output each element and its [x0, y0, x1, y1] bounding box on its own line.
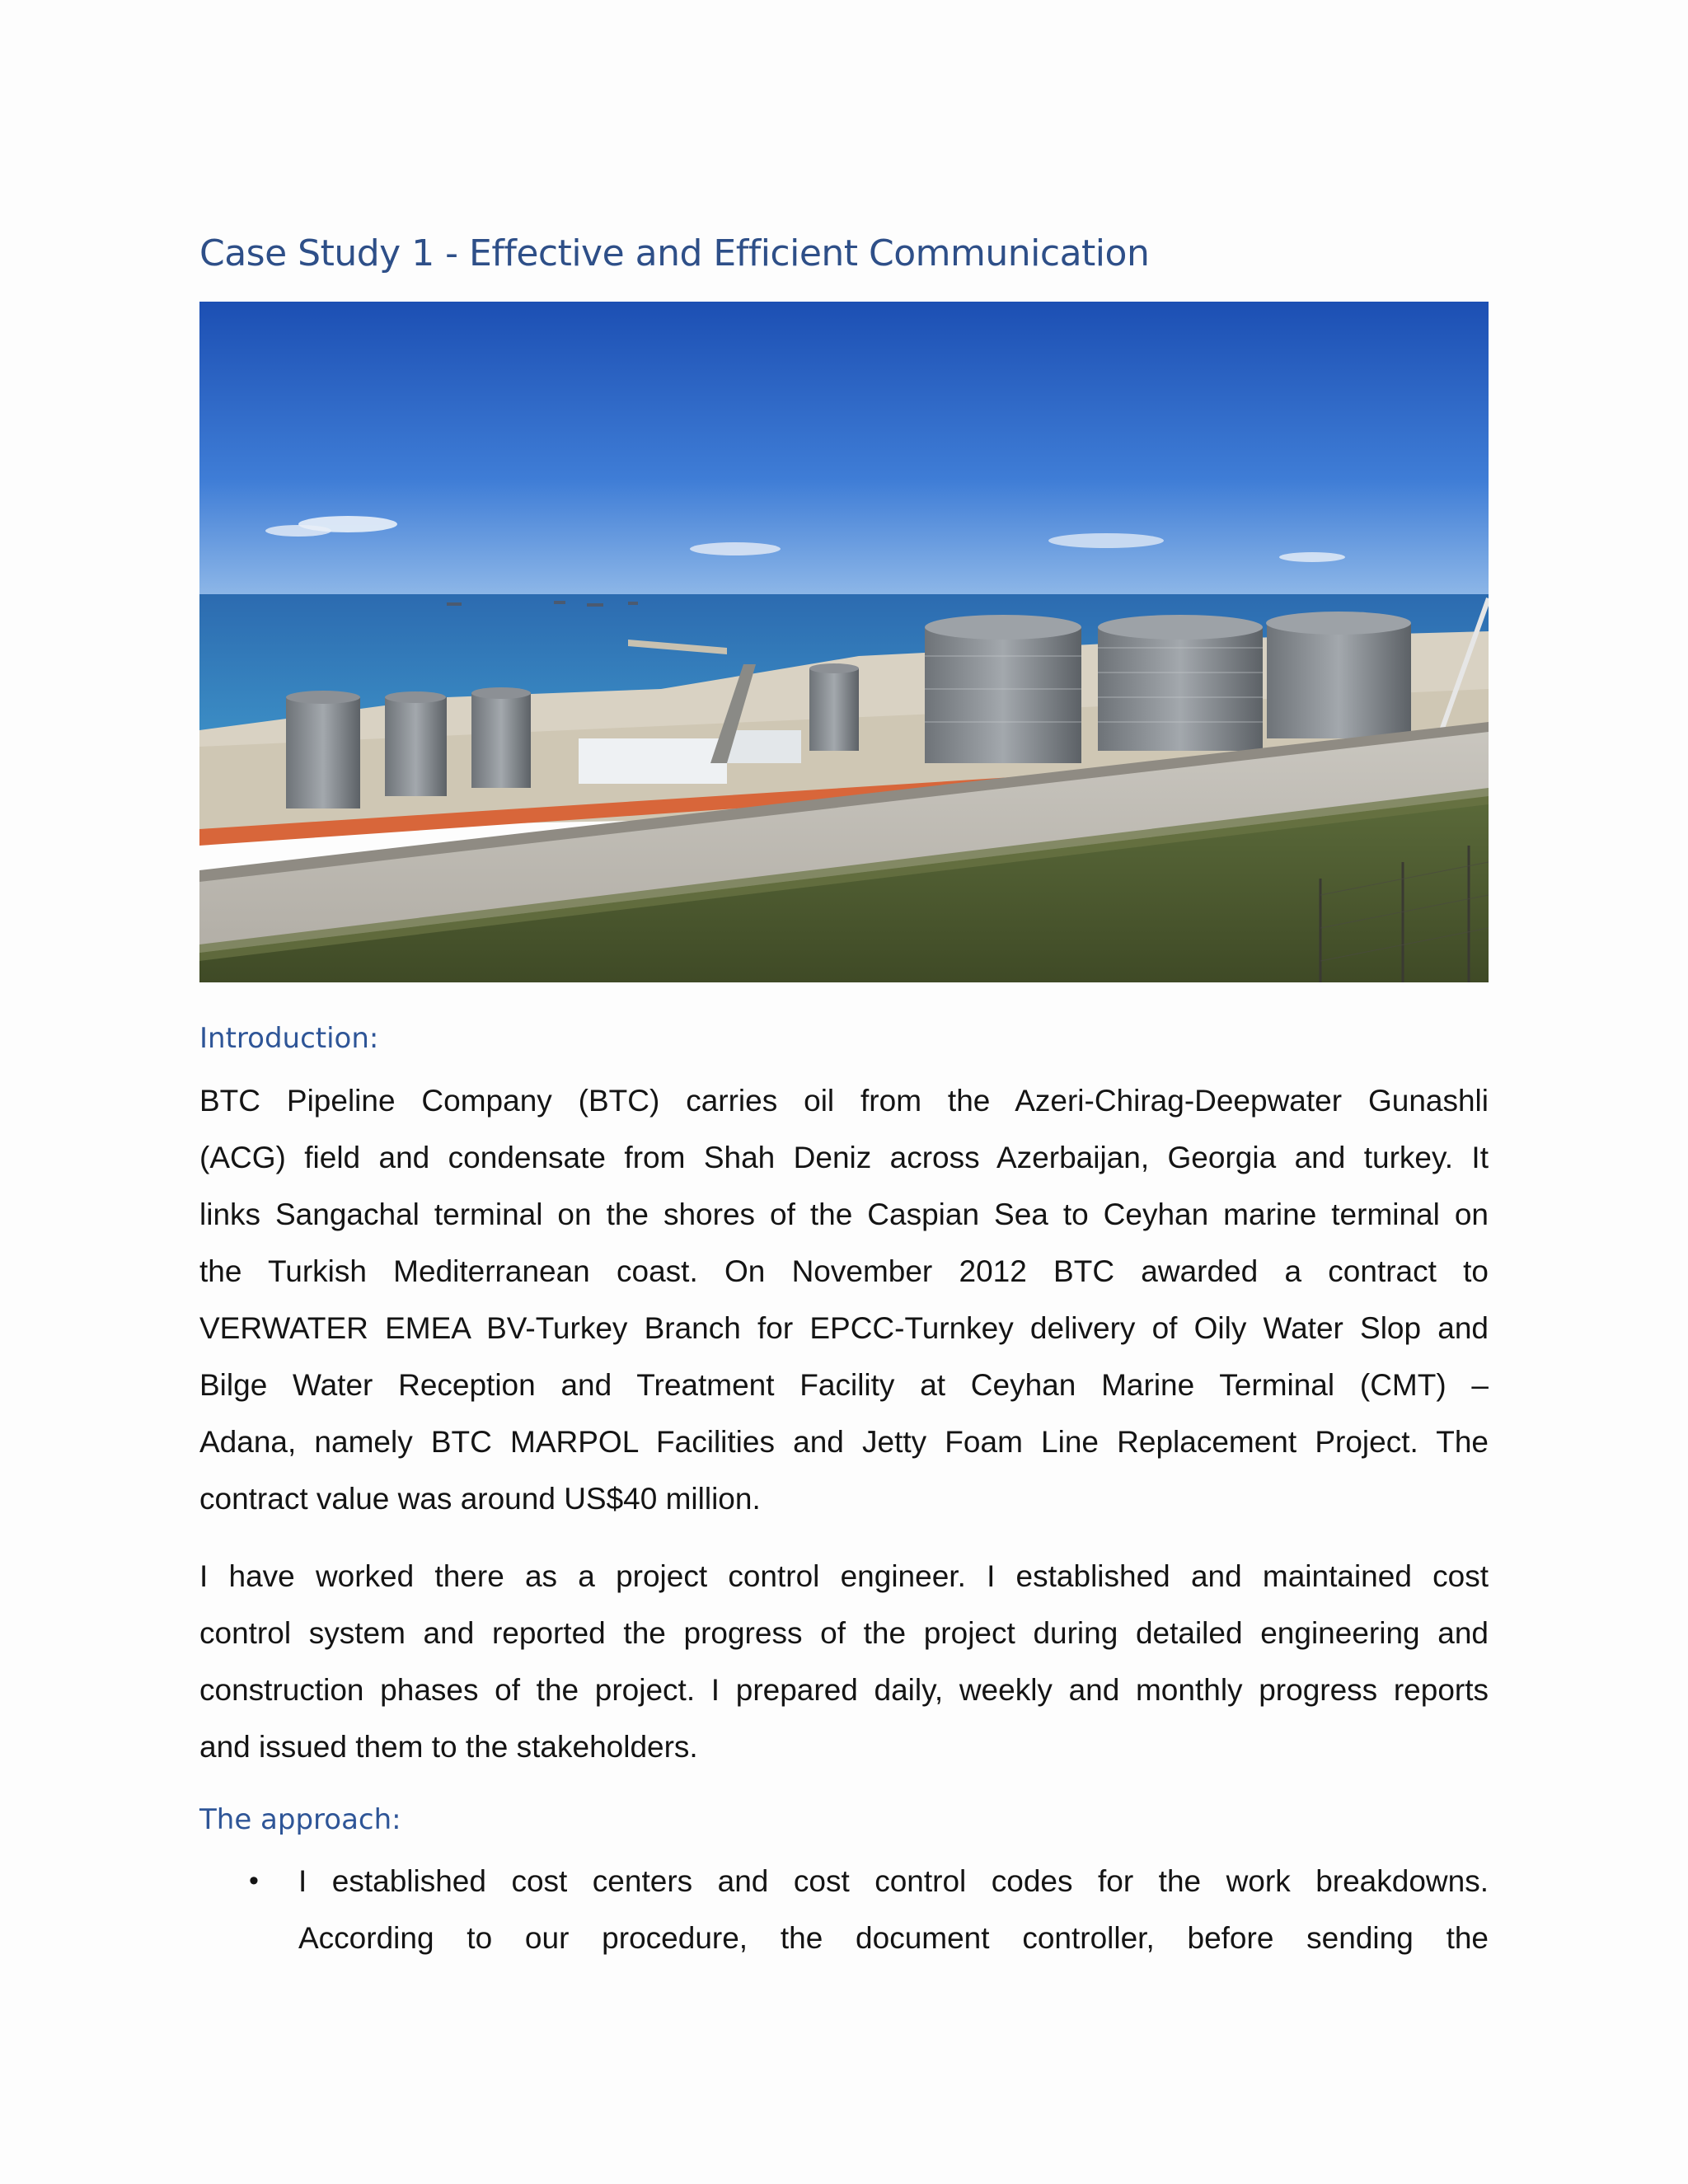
- introduction-heading: Introduction:: [199, 1022, 379, 1055]
- introduction-paragraph-2: [199, 1548, 1489, 1775]
- bullet-icon: •: [249, 1865, 259, 1896]
- text-line: and issued them to the stakeholders.: [199, 1730, 698, 1764]
- text-line: I established cost centers and cost control codes for the work breakdowns.: [298, 1864, 1489, 1898]
- text-line: the Turkish Mediterranean coast. On November 2012 BTC awarded a contract to: [199, 1254, 1489, 1288]
- text-line: I have worked there as a project control engineer. I established and maintained cost: [199, 1559, 1489, 1593]
- text-line: control system and reported the progress of the project during detailed engineering and: [199, 1616, 1489, 1650]
- text-line: construction phases of the project. I prepared daily, weekly and monthly progress reports: [199, 1673, 1489, 1707]
- text-line: contract value was around US$40 million.: [199, 1482, 761, 1516]
- approach-bullet-list: [199, 1853, 1489, 1966]
- text-line: (ACG) field and condensate from Shah Deniz across Azerbaijan, Georgia and turkey. It: [199, 1141, 1489, 1174]
- text-line: Adana, namely BTC MARPOL Facilities and Jetty Foam Line Replacement Project. The: [199, 1425, 1489, 1459]
- approach-heading: The approach:: [199, 1803, 401, 1836]
- list-item: [199, 1853, 1489, 1966]
- introduction-paragraph-1: [199, 1072, 1489, 1527]
- text-line: BTC Pipeline Company (BTC) carries oil from the Azeri-Chirag-Deepwater Gunashli: [199, 1084, 1489, 1118]
- text-line: links Sangachal terminal on the shores of the Caspian Sea to Ceyhan marine terminal on: [199, 1197, 1489, 1231]
- terminal-photo: [199, 302, 1489, 982]
- text-line: Bilge Water Reception and Treatment Facility at Ceyhan Marine Terminal (CMT) –: [199, 1368, 1489, 1402]
- text-line: According to our procedure, the document controller, before sending the: [298, 1921, 1489, 1955]
- text-line: VERWATER EMEA BV-Turkey Branch for EPCC-Turnkey delivery of Oily Water Slop and: [199, 1311, 1489, 1345]
- page-title: Case Study 1 - Effective and Efficient Communication: [199, 232, 1150, 274]
